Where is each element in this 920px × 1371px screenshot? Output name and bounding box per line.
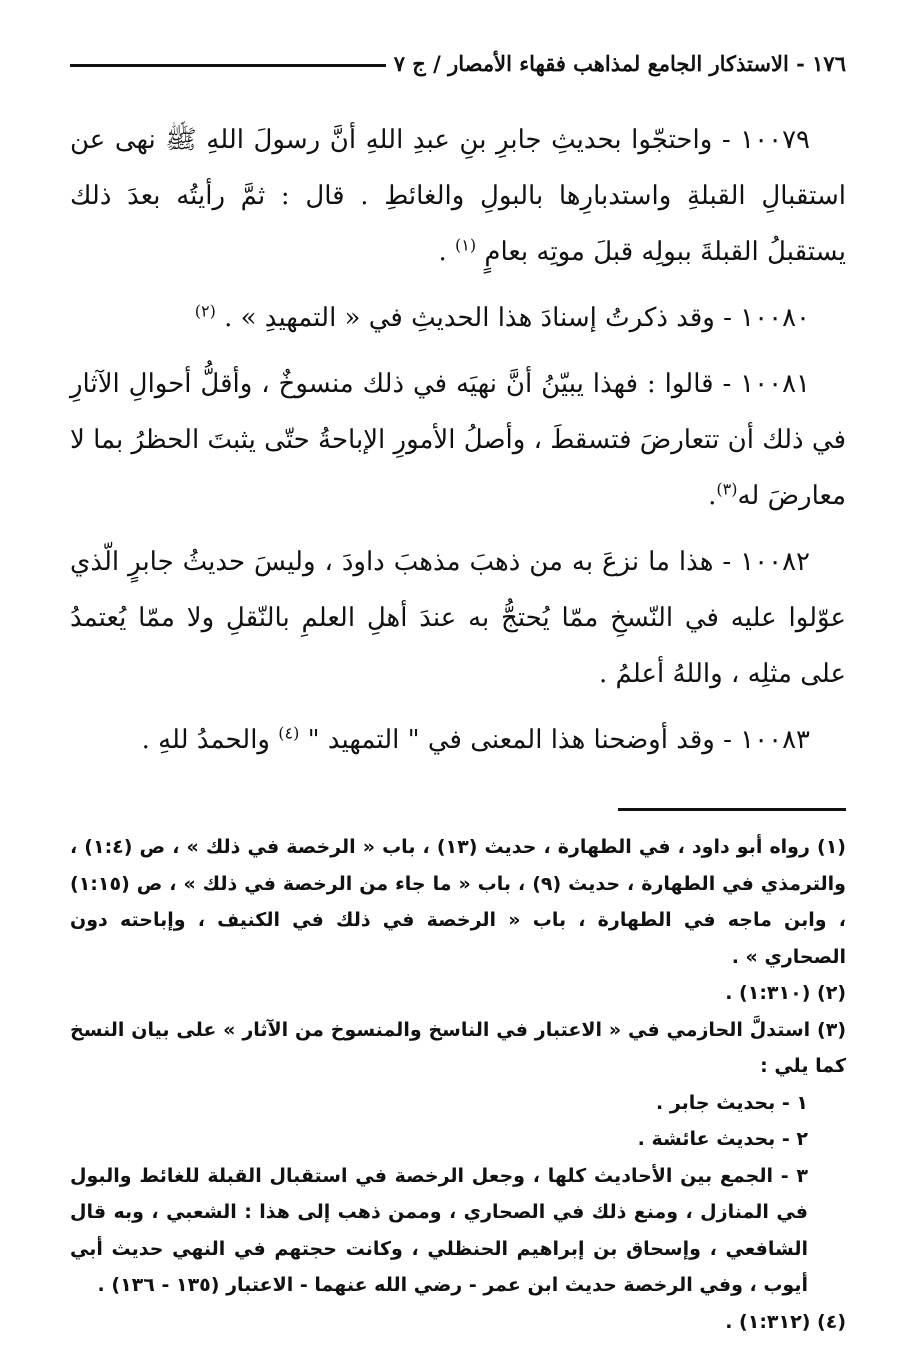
paragraph-10082 (70, 534, 846, 702)
paragraph-end: والحمدُ للهِ . (141, 725, 279, 755)
footnote-mark: (١) (454, 235, 477, 255)
paragraph-10083 (70, 712, 846, 768)
paragraph-text: ١٠٠٧٩ - واحتجّوا بحديثِ جابرِ بنِ عبدِ اللهِ أنَّ رسولَ اللهِ ﷺ نهى عن استقبالِ القبلةِ واستدبارِها بالبولِ والغائطِ . قال : ثمَّ رأيتُه بعدَ ذلك يستقبلُ القبلةَ ببولِه قبلَ موتِه بعامٍ (70, 125, 846, 267)
paragraph-10079 (70, 112, 846, 280)
page-header (70, 44, 846, 82)
paragraph-end: . (708, 481, 717, 511)
paragraph-10080 (70, 290, 846, 346)
paragraph-text: ١٠٠٨٠ - وقد ذكرتُ إسنادَ هذا الحديثِ في « التمهيدِ » . (224, 303, 810, 333)
footnote-1: (١) رواه أبو داود ، في الطهارة ، حديث (١٣) ، باب « الرخصة في ذلك » ، ص (١:٤) ، والترمذي في الطهارة ، حديث (٩) ، باب « ما جاء من الرخصة في ذلك » ، ص (١:١٥) ، وابن ماجه في الطهارة ، باب « الرخصة في ذلك في الكنيف ، وإباحته دون الصحاري » . (70, 836, 846, 968)
footnote-mark: (٢) (194, 301, 216, 321)
footnotes (70, 829, 846, 1340)
header-rule (70, 64, 386, 67)
running-title: ١٧٦ - الاستذكار الجامع لمذاهب فقهاء الأمصار / ج ٧ (393, 50, 846, 76)
paragraph-end: . (438, 237, 455, 267)
footnote-3-item-2: ٢ - بحديث عائشة . (637, 1128, 808, 1150)
footnote-mark: (٣) (716, 479, 738, 499)
paragraph-10081 (70, 356, 846, 524)
footnote-separator (618, 808, 846, 811)
footnote-4: (٤) (١:٣١٢) . (725, 1310, 846, 1333)
paragraph-text: ١٠٠٨١ - قالوا : فهذا يبيّنُ أنَّ نهيَه في ذلك منسوخٌ ، وأقلُّ أحوالِ الآثارِ في ذلك أن تتعارضَ فتسقطَ ، وأصلُ الأمورِ الإباحةُ حتّى يثبتَ الحظرُ بما لا معارضَ له (70, 369, 846, 511)
footnote-2: (٢) (١:٣١٠) . (725, 982, 846, 1004)
paragraph-text: ١٠٠٨٣ - وقد أوضحنا هذا المعنى في " التمهيد " (307, 725, 810, 755)
book-page (70, 44, 846, 1351)
footnote-3-item-3: ٣ - الجمع بين الأحاديث كلها ، وجعل الرخصة في استقبال القبلة للغائط والبول في المنازل ، ومنع ذلك في الصحاري ، وممن ذهب إلى هذا : الشعبي ، وبه قال الشافعي ، وإسحاق بن إبراهيم الحنظلي ، وكانت حجتهم في النهي حديث أبي أيوب ، وفي الرخصة حديث ابن عمر - رضي الله عنهما - الاعتبار (١٣٥ - ١٣٦) . (70, 1164, 808, 1296)
footnote-mark: (٤) (278, 723, 300, 743)
footnote-3: (٣) استدلَّ الحازمي في « الاعتبار في الناسخ والمنسوخ من الآثار » على بيان النسخ كما يلي : (70, 1018, 846, 1077)
paragraph-text: ١٠٠٨٢ - هذا ما نزعَ به من ذهبَ مذهبَ داودَ ، وليسَ حديثُ جابرٍ الّذي عوّلوا عليه في النّسخِ ممّا يُحتجُّ به عندَ أهلِ العلمِ بالنّقلِ ولا ممّا يُعتمدُ على مثلِه ، واللهُ أعلمُ . (70, 547, 846, 689)
footnote-3-item-1: ١ - بحديث جابر . (655, 1091, 808, 1114)
main-text (70, 112, 846, 768)
